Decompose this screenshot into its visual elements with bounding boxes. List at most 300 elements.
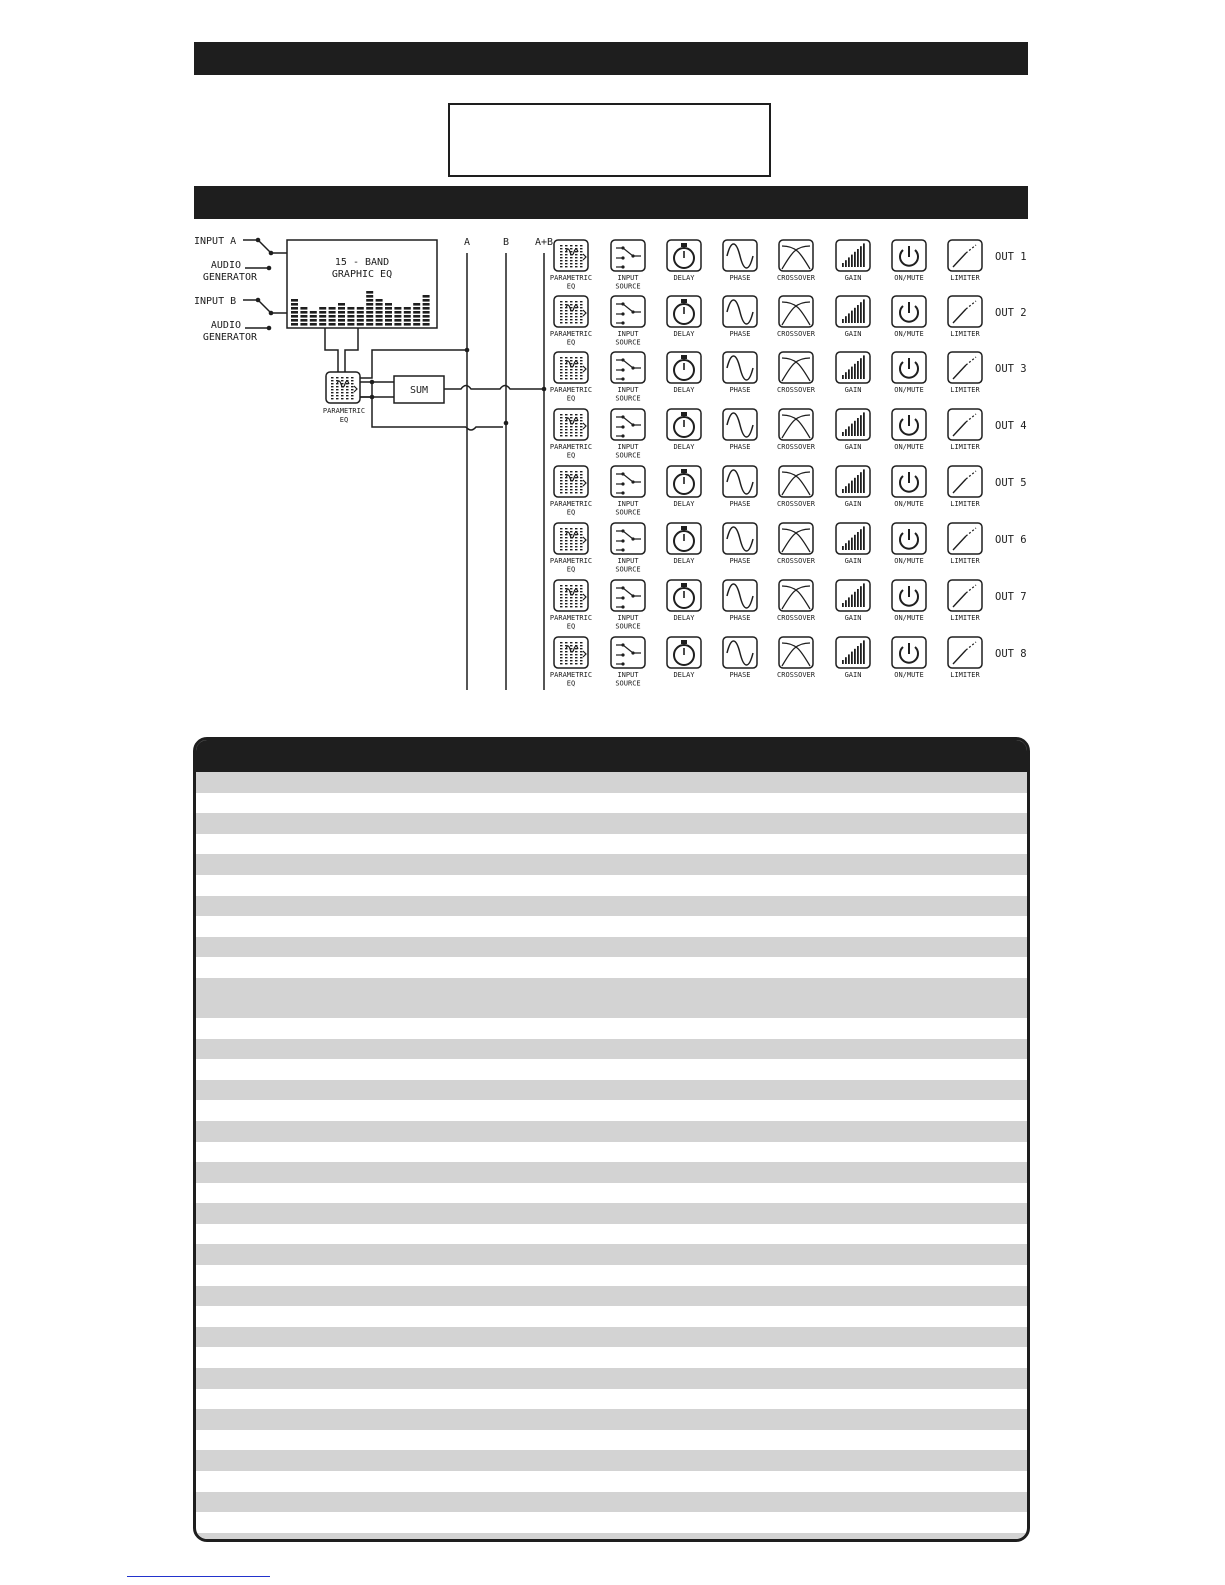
- graphic-eq-title: 15 - BAND: [334, 257, 390, 268]
- module-label: ON/MUTE: [894, 614, 924, 622]
- icon-dot: [560, 549, 563, 550]
- eq-band-segment: [329, 307, 336, 310]
- eq-band-segment: [338, 315, 345, 318]
- icon-dot: [560, 606, 563, 607]
- icon-dot: [570, 486, 573, 487]
- icon-dot: [331, 392, 334, 393]
- icon-dot: [580, 426, 583, 427]
- table-row: [196, 813, 1027, 834]
- icon-switch: [616, 360, 641, 368]
- eq-band-segment: [329, 315, 336, 318]
- icon-dot: [580, 657, 583, 658]
- icon-dot: [341, 392, 344, 393]
- module-label: CROSSOVER: [777, 330, 815, 338]
- module-label: SOURCE: [615, 282, 641, 291]
- eq-band-segment: [291, 311, 298, 314]
- icon-dot: [631, 254, 634, 257]
- channel-module: [836, 296, 870, 338]
- eq-band-segment: [394, 311, 401, 314]
- module-label: CROSSOVER: [777, 443, 815, 451]
- icon-dot: [570, 316, 573, 317]
- icon-dot: [580, 266, 583, 267]
- module-label: DELAY: [673, 330, 695, 338]
- icon-dot: [631, 651, 634, 654]
- channel-module: [723, 466, 757, 508]
- module-label: INPUT: [617, 557, 639, 565]
- icon-dot: [565, 429, 568, 430]
- icon-dot: [351, 380, 354, 381]
- icon-line: [966, 245, 976, 253]
- eq-band-segment: [366, 319, 373, 322]
- icon-dot: [575, 426, 578, 427]
- sum-label: SUM: [409, 385, 429, 396]
- icon-bar: [845, 600, 847, 607]
- icon-dot: [560, 537, 563, 538]
- icon-dot: [331, 395, 334, 396]
- channel-module: [836, 580, 870, 622]
- icon-dot: [560, 307, 563, 308]
- module-label: ON/MUTE: [894, 330, 924, 338]
- icon-dot: [565, 594, 568, 595]
- gain-icon: [836, 409, 870, 440]
- table-row: [196, 1450, 1027, 1471]
- icon-dot: [575, 654, 578, 655]
- icon-dot: [570, 429, 573, 430]
- icon-dot: [560, 245, 563, 246]
- icon-dot: [580, 597, 583, 598]
- icon-dot: [565, 537, 568, 538]
- icon-dot: [341, 380, 344, 381]
- icon-dot: [560, 603, 563, 604]
- icon-dot: [560, 266, 563, 267]
- icon-dot: [570, 432, 573, 433]
- icon-dot: [565, 651, 568, 652]
- icon-dot: [331, 398, 334, 399]
- gain-icon: [836, 296, 870, 327]
- icon-dot: [565, 486, 568, 487]
- table-row: [196, 793, 1027, 814]
- icon-dot: [580, 660, 583, 661]
- icon-dot: [580, 254, 583, 255]
- eq-band-segment: [319, 319, 326, 322]
- icon-dot: [575, 414, 578, 415]
- icon-dot: [621, 377, 624, 380]
- module-label: LIMITER: [950, 614, 980, 622]
- icon-dot: [580, 540, 583, 541]
- eq-band-segment: [291, 315, 298, 318]
- channel-module: [948, 296, 982, 338]
- table-row: [196, 1389, 1027, 1410]
- module-label: DELAY: [673, 671, 695, 679]
- module-label: LIMITER: [950, 386, 980, 394]
- icon-dot: [560, 591, 563, 592]
- table-row: [196, 916, 1027, 937]
- eq-band-segment: [291, 303, 298, 306]
- icon-dot: [560, 540, 563, 541]
- icon-dot: [580, 549, 583, 550]
- icon-curve: [782, 302, 810, 325]
- icon-dot: [560, 642, 563, 643]
- icon-dot: [565, 313, 568, 314]
- icon-dot: [570, 657, 573, 658]
- icon-dot: [565, 372, 568, 373]
- table-row: [196, 1018, 1027, 1039]
- table-row: [196, 1492, 1027, 1513]
- module-label: PHASE: [729, 443, 751, 451]
- module-label: PARAMETRIC: [549, 443, 593, 451]
- icon-dot: [560, 585, 563, 586]
- icon-line: [953, 309, 966, 323]
- icon-dot: [621, 653, 624, 656]
- icon-dot: [565, 423, 568, 424]
- icon-dot: [565, 546, 568, 547]
- output-label: OUT 2: [995, 307, 1027, 319]
- icon-dot: [575, 423, 578, 424]
- icon-dot: [331, 377, 334, 378]
- icon-dot: [351, 398, 354, 399]
- icon-dot: [570, 266, 573, 267]
- table-row: [196, 1265, 1027, 1286]
- switch-contact: [267, 326, 272, 331]
- icon-dot: [575, 657, 578, 658]
- icon-crown: [681, 243, 687, 247]
- icon-dot: [631, 537, 634, 540]
- table-row: [196, 1533, 1027, 1542]
- channel-module: [892, 637, 926, 679]
- module-label: EQ: [566, 282, 576, 291]
- channel-module: [611, 240, 645, 291]
- table-row: [196, 854, 1027, 875]
- icon-dot: [570, 543, 573, 544]
- channel-module: [836, 523, 870, 565]
- icon-dot: [351, 395, 354, 396]
- icon-dot: [575, 600, 578, 601]
- channel-module: [836, 352, 870, 394]
- icon-dot: [560, 654, 563, 655]
- icon-bar: [851, 311, 853, 323]
- module-label: PHASE: [729, 557, 751, 565]
- icon-bar: [851, 481, 853, 493]
- icon-dot: [570, 245, 573, 246]
- icon-dot: [570, 322, 573, 323]
- table-row: [196, 834, 1027, 855]
- eq-band-segment: [357, 319, 364, 322]
- table-row: [196, 1471, 1027, 1492]
- icon-dot: [346, 392, 349, 393]
- channel-module: [836, 466, 870, 508]
- channel-module: [777, 352, 816, 394]
- icon-line: [966, 471, 976, 479]
- icon-dot: [580, 260, 583, 261]
- channel-module: [777, 637, 816, 679]
- icon-dot: [565, 319, 568, 320]
- icon-dot: [575, 432, 578, 433]
- module-label: EQ: [566, 338, 576, 347]
- table-row: [196, 1368, 1027, 1389]
- icon-dot: [570, 375, 573, 376]
- eq-band-segment: [300, 315, 307, 318]
- icon-bar: [854, 649, 856, 664]
- channel-module: [550, 637, 592, 688]
- bus-b-wire: [466, 427, 503, 430]
- bus-a-wire: [360, 350, 467, 378]
- eq-band-segment: [357, 311, 364, 314]
- icon-bar: [848, 426, 850, 436]
- icon-bar: [863, 243, 865, 267]
- icon-bar: [845, 657, 847, 664]
- icon-dot: [560, 316, 563, 317]
- icon-dot: [560, 420, 563, 421]
- input-peq-label: EQ: [339, 416, 349, 424]
- icon-dot: [570, 301, 573, 302]
- icon-dot: [575, 369, 578, 370]
- table-row: [196, 1347, 1027, 1368]
- channel-module: [948, 637, 982, 679]
- table-row: [196, 937, 1027, 958]
- icon-dot: [580, 366, 583, 367]
- icon-dot: [580, 357, 583, 358]
- icon-dot: [565, 375, 568, 376]
- output-label: OUT 6: [995, 534, 1027, 546]
- channel-module: [550, 523, 592, 574]
- module-label: EQ: [566, 622, 576, 631]
- icon-dot: [580, 600, 583, 601]
- eq-band-segment: [385, 311, 392, 314]
- icon-dot: [575, 480, 578, 481]
- icon-dot: [570, 260, 573, 261]
- eq-band-segment: [338, 307, 345, 310]
- icon-dot: [580, 375, 583, 376]
- icon-dot: [575, 549, 578, 550]
- eq-band-segment: [366, 323, 373, 326]
- icon-bar: [851, 595, 853, 607]
- icon-bar: [863, 640, 865, 664]
- icon-dot: [621, 265, 624, 268]
- eq-band-segment: [338, 311, 345, 314]
- icon-dot: [575, 660, 578, 661]
- icon-line: [953, 593, 966, 607]
- eq-band-segment: [319, 315, 326, 318]
- icon-dot: [560, 378, 563, 379]
- generator-label: GENERATOR: [202, 272, 257, 283]
- table-row: [196, 1409, 1027, 1430]
- eq-band-segment: [291, 319, 298, 322]
- module-label: EQ: [566, 451, 576, 460]
- icon-dot: [560, 363, 563, 364]
- icon-dot: [580, 585, 583, 586]
- icon-dot: [560, 492, 563, 493]
- icon-dot: [580, 474, 583, 475]
- output-label: OUT 1: [995, 251, 1027, 263]
- signal-flow-diagram: [0, 0, 1225, 700]
- icon-crown: [681, 640, 687, 644]
- icon-switch: [616, 248, 641, 256]
- icon-line: [953, 365, 966, 379]
- icon-dot: [570, 257, 573, 258]
- icon-bar: [854, 252, 856, 267]
- eq-band-segment: [385, 303, 392, 306]
- module-label: GAIN: [844, 274, 862, 282]
- eq-band-segment: [423, 311, 430, 314]
- module-label: LIMITER: [950, 671, 980, 679]
- icon-dot: [621, 312, 624, 315]
- icon-dot: [621, 368, 624, 371]
- icon-dot: [575, 663, 578, 664]
- icon-dot: [351, 383, 354, 384]
- icon-dot: [560, 648, 563, 649]
- icon-arrow: [583, 310, 586, 316]
- eq-band-segment: [347, 307, 354, 310]
- icon-dot: [336, 392, 339, 393]
- output-channel-row: [550, 240, 1027, 291]
- gain-icon: [836, 523, 870, 554]
- icon-dot: [580, 251, 583, 252]
- icon-bar: [863, 412, 865, 436]
- icon-dot: [575, 378, 578, 379]
- bus-label: B: [502, 237, 510, 248]
- icon-dot: [565, 603, 568, 604]
- icon-dot: [565, 471, 568, 472]
- icon-dot: [621, 491, 624, 494]
- table-row: [196, 1080, 1027, 1101]
- icon-dot: [575, 257, 578, 258]
- icon-arrow: [583, 594, 586, 600]
- icon-dot: [575, 594, 578, 595]
- icon-bar: [851, 424, 853, 436]
- icon-dot: [580, 322, 583, 323]
- icon-dot: [341, 389, 344, 390]
- icon-dot: [560, 483, 563, 484]
- icon-dot: [570, 360, 573, 361]
- module-label: GAIN: [844, 500, 862, 508]
- channel-module: [667, 409, 701, 451]
- icon-dot: [580, 531, 583, 532]
- icon-dot: [570, 642, 573, 643]
- module-label: CROSSOVER: [777, 671, 815, 679]
- icon-dot: [570, 600, 573, 601]
- icon-dot: [560, 546, 563, 547]
- icon-dot: [560, 657, 563, 658]
- gain-icon: [836, 240, 870, 271]
- icon-dot: [570, 606, 573, 607]
- sum-output-wire: [444, 386, 544, 390]
- channel-module: [611, 466, 645, 517]
- icon-dot: [560, 248, 563, 249]
- eq-band-segment: [404, 323, 411, 326]
- icon-switch: [616, 588, 641, 596]
- connector-wire: [345, 328, 358, 372]
- icon-dot: [580, 483, 583, 484]
- eq-band-segment: [300, 319, 307, 322]
- icon-dot: [570, 597, 573, 598]
- module-label: INPUT: [617, 671, 639, 679]
- module-label: SOURCE: [615, 622, 641, 631]
- junction-dot: [504, 421, 509, 426]
- icon-dot: [351, 389, 354, 390]
- gain-icon: [836, 637, 870, 668]
- icon-dot: [631, 423, 634, 426]
- module-label: EQ: [566, 508, 576, 517]
- icon-dot: [575, 260, 578, 261]
- icon-dot: [575, 489, 578, 490]
- icon-dot: [575, 313, 578, 314]
- bus-label: A: [463, 237, 471, 248]
- module-label: PARAMETRIC: [549, 557, 593, 565]
- input-peq-label: PARAMETRIC: [322, 407, 366, 415]
- eq-band-segment: [376, 299, 383, 302]
- output-label: OUT 5: [995, 477, 1027, 489]
- icon-dot: [565, 549, 568, 550]
- eq-band-segment: [413, 319, 420, 322]
- eq-band-segment: [376, 319, 383, 322]
- icon-bar: [860, 529, 862, 550]
- icon-dot: [565, 414, 568, 415]
- channel-module: [667, 352, 701, 394]
- icon-line: [953, 253, 966, 267]
- icon-dot: [341, 395, 344, 396]
- icon-arrow: [583, 423, 586, 429]
- icon-dot: [565, 301, 568, 302]
- output-label: OUT 7: [995, 591, 1027, 603]
- icon-dot: [570, 585, 573, 586]
- module-label: ON/MUTE: [894, 274, 924, 282]
- icon-dot: [621, 425, 624, 428]
- icon-dot: [580, 435, 583, 436]
- channel-module: [723, 523, 757, 565]
- icon-bar: [860, 415, 862, 436]
- icon-dot: [575, 245, 578, 246]
- eq-band-segment: [423, 299, 430, 302]
- graphic-eq-block: [287, 240, 437, 328]
- eq-band-segment: [347, 319, 354, 322]
- icon-dot: [351, 386, 354, 387]
- icon-dot: [621, 596, 624, 599]
- icon-bar: [854, 592, 856, 607]
- eq-band-segment: [376, 303, 383, 306]
- gain-icon: [836, 466, 870, 497]
- channel-module: [892, 466, 926, 508]
- icon-dot: [621, 302, 624, 305]
- icon-bar: [842, 660, 844, 664]
- icon-dot: [346, 395, 349, 396]
- output-channel-row: [550, 409, 1027, 460]
- icon-dot: [575, 316, 578, 317]
- module-label: PARAMETRIC: [549, 330, 593, 338]
- channel-module: [892, 580, 926, 622]
- footer-link-underline[interactable]: [127, 1576, 270, 1577]
- eq-band-segment: [366, 307, 373, 310]
- icon-dot: [580, 606, 583, 607]
- bus-b-wire: [360, 397, 466, 427]
- icon-dot: [575, 603, 578, 604]
- eq-band-segment: [357, 315, 364, 318]
- output-channel-row: [550, 523, 1027, 574]
- module-label: PARAMETRIC: [549, 386, 593, 394]
- icon-dot: [580, 654, 583, 655]
- icon-dot: [575, 585, 578, 586]
- module-label: GAIN: [844, 330, 862, 338]
- icon-dot: [580, 528, 583, 529]
- module-label: ON/MUTE: [894, 557, 924, 565]
- module-label: PARAMETRIC: [549, 614, 593, 622]
- icon-dot: [565, 597, 568, 598]
- channel-module: [611, 580, 645, 631]
- icon-dot: [575, 483, 578, 484]
- eq-band-segment: [385, 323, 392, 326]
- eq-band-segment: [338, 319, 345, 322]
- icon-dot: [565, 483, 568, 484]
- icon-dot: [560, 310, 563, 311]
